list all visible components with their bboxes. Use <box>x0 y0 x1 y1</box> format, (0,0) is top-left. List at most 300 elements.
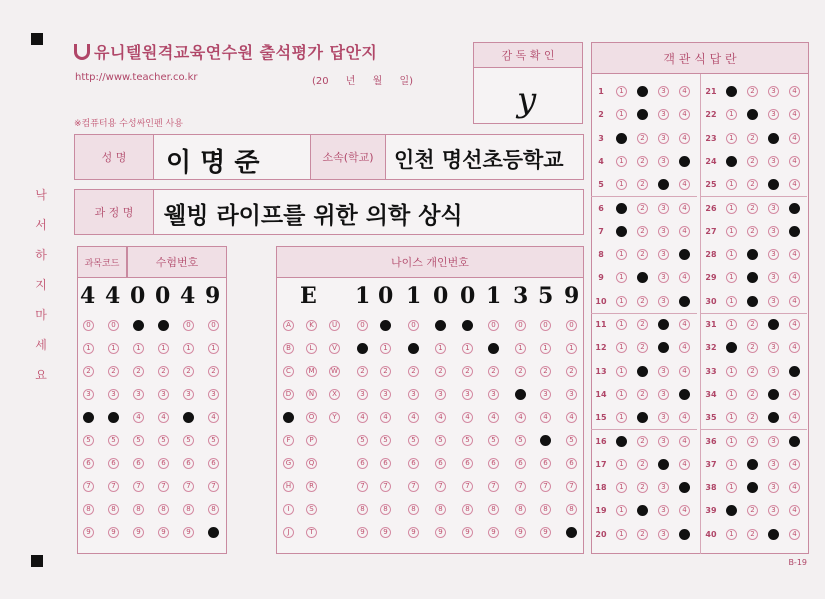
answer-bubble[interactable]: 3 <box>768 226 779 237</box>
answer-bubble[interactable]: 3 <box>658 412 669 423</box>
answer-bubble[interactable]: 2 <box>637 482 648 493</box>
exam-bubble[interactable]: 7 <box>108 481 119 492</box>
answer-bubble[interactable]: 1 <box>616 529 627 540</box>
answer-bubble[interactable]: 4 <box>679 412 690 423</box>
neis-digit-bubble[interactable]: 9 <box>515 527 526 538</box>
answer-bubble[interactable]: 2 <box>747 319 758 330</box>
answer-bubble[interactable]: 1 <box>726 249 737 260</box>
neis-digit-bubble[interactable]: 6 <box>462 458 473 469</box>
answer-bubble[interactable]: 1 <box>616 156 627 167</box>
neis-digit-bubble[interactable]: 2 <box>408 366 419 377</box>
answer-bubble[interactable]: 2 <box>747 436 758 447</box>
neis-letter-bubble[interactable]: B <box>283 343 294 354</box>
answer-bubble[interactable] <box>679 529 690 540</box>
neis-digit-bubble[interactable]: 9 <box>408 527 419 538</box>
answer-bubble[interactable]: 4 <box>789 133 800 144</box>
answer-bubble[interactable]: 2 <box>637 133 648 144</box>
answer-bubble[interactable]: 3 <box>658 226 669 237</box>
neis-digit-bubble[interactable]: 1 <box>540 343 551 354</box>
answer-bubble[interactable]: 1 <box>726 109 737 120</box>
exam-bubble[interactable]: 3 <box>158 389 169 400</box>
neis-digit-bubble[interactable] <box>380 320 391 331</box>
neis-digit-bubble[interactable]: 6 <box>435 458 446 469</box>
answer-bubble[interactable]: 3 <box>768 459 779 470</box>
answer-bubble[interactable]: 1 <box>616 319 627 330</box>
exam-bubble[interactable]: 5 <box>108 435 119 446</box>
answer-bubble[interactable]: 2 <box>747 389 758 400</box>
exam-bubble[interactable]: 0 <box>183 320 194 331</box>
neis-digit-bubble[interactable]: 9 <box>488 527 499 538</box>
exam-bubble[interactable]: 5 <box>83 435 94 446</box>
exam-bubble[interactable]: 9 <box>133 527 144 538</box>
exam-bubble[interactable]: 9 <box>108 527 119 538</box>
answer-bubble[interactable] <box>789 203 800 214</box>
exam-bubble[interactable]: 5 <box>208 435 219 446</box>
exam-bubble[interactable]: 6 <box>83 458 94 469</box>
answer-bubble[interactable]: 3 <box>658 505 669 516</box>
answer-bubble[interactable]: 1 <box>616 296 627 307</box>
neis-digit-bubble[interactable]: 9 <box>435 527 446 538</box>
answer-bubble[interactable]: 1 <box>726 436 737 447</box>
neis-digit-bubble[interactable]: 7 <box>408 481 419 492</box>
answer-bubble[interactable]: 3 <box>768 86 779 97</box>
answer-bubble[interactable]: 2 <box>747 366 758 377</box>
neis-digit-bubble[interactable]: 5 <box>380 435 391 446</box>
answer-bubble[interactable]: 2 <box>637 436 648 447</box>
answer-bubble[interactable]: 4 <box>789 389 800 400</box>
answer-bubble[interactable]: 3 <box>768 482 779 493</box>
answer-bubble[interactable]: 4 <box>679 226 690 237</box>
neis-digit-bubble[interactable]: 5 <box>357 435 368 446</box>
answer-bubble[interactable] <box>789 226 800 237</box>
neis-digit-bubble[interactable]: 9 <box>462 527 473 538</box>
exam-bubble[interactable]: 8 <box>133 504 144 515</box>
answer-bubble[interactable] <box>616 436 627 447</box>
neis-digit-bubble[interactable]: 4 <box>435 412 446 423</box>
neis-digit-bubble[interactable]: 2 <box>566 366 577 377</box>
answer-bubble[interactable]: 4 <box>679 133 690 144</box>
answer-bubble[interactable]: 2 <box>637 226 648 237</box>
neis-digit-bubble[interactable]: 7 <box>566 481 577 492</box>
answer-bubble[interactable]: 1 <box>726 133 737 144</box>
answer-bubble[interactable]: 4 <box>789 296 800 307</box>
neis-digit-bubble[interactable]: 9 <box>540 527 551 538</box>
answer-bubble[interactable] <box>768 389 779 400</box>
exam-bubble[interactable]: 6 <box>158 458 169 469</box>
answer-bubble[interactable] <box>747 296 758 307</box>
exam-bubble[interactable] <box>208 527 219 538</box>
neis-digit-bubble[interactable]: 7 <box>380 481 391 492</box>
answer-bubble[interactable]: 1 <box>726 529 737 540</box>
answer-bubble[interactable]: 1 <box>726 482 737 493</box>
answer-bubble[interactable]: 4 <box>789 156 800 167</box>
answer-bubble[interactable]: 1 <box>616 505 627 516</box>
neis-digit-bubble[interactable]: 0 <box>540 320 551 331</box>
answer-bubble[interactable]: 4 <box>679 505 690 516</box>
exam-bubble[interactable]: 5 <box>183 435 194 446</box>
answer-bubble[interactable]: 3 <box>768 436 779 447</box>
neis-digit-bubble[interactable]: 3 <box>566 389 577 400</box>
answer-bubble[interactable]: 1 <box>616 109 627 120</box>
answer-bubble[interactable]: 4 <box>679 179 690 190</box>
answer-bubble[interactable]: 2 <box>637 296 648 307</box>
neis-digit-bubble[interactable] <box>435 320 446 331</box>
neis-digit-bubble[interactable]: 3 <box>380 389 391 400</box>
answer-bubble[interactable]: 3 <box>658 529 669 540</box>
answer-bubble[interactable]: 2 <box>637 459 648 470</box>
exam-bubble[interactable]: 1 <box>208 343 219 354</box>
neis-digit-bubble[interactable]: 7 <box>357 481 368 492</box>
neis-digit-bubble[interactable] <box>357 343 368 354</box>
answer-bubble[interactable]: 2 <box>747 133 758 144</box>
answer-bubble[interactable]: 4 <box>679 459 690 470</box>
exam-bubble[interactable]: 1 <box>183 343 194 354</box>
exam-bubble[interactable]: 8 <box>108 504 119 515</box>
neis-letter-bubble[interactable]: I <box>283 504 294 515</box>
neis-digit-bubble[interactable] <box>540 435 551 446</box>
neis-letter-bubble[interactable]: N <box>306 389 317 400</box>
neis-digit-bubble[interactable]: 0 <box>408 320 419 331</box>
answer-bubble[interactable]: 3 <box>768 505 779 516</box>
exam-bubble[interactable]: 2 <box>158 366 169 377</box>
neis-letter-bubble[interactable]: D <box>283 389 294 400</box>
exam-bubble[interactable]: 6 <box>183 458 194 469</box>
exam-bubble[interactable] <box>183 412 194 423</box>
answer-bubble[interactable]: 1 <box>726 412 737 423</box>
neis-digit-bubble[interactable]: 1 <box>515 343 526 354</box>
neis-digit-bubble[interactable]: 4 <box>462 412 473 423</box>
answer-bubble[interactable]: 4 <box>679 203 690 214</box>
answer-bubble[interactable]: 1 <box>726 319 737 330</box>
exam-bubble[interactable]: 1 <box>158 343 169 354</box>
answer-bubble[interactable]: 3 <box>658 389 669 400</box>
answer-bubble[interactable]: 1 <box>726 179 737 190</box>
exam-bubble[interactable]: 7 <box>83 481 94 492</box>
exam-bubble[interactable]: 2 <box>208 366 219 377</box>
neis-digit-bubble[interactable]: 7 <box>488 481 499 492</box>
answer-bubble[interactable]: 3 <box>658 86 669 97</box>
answer-bubble[interactable]: 3 <box>768 366 779 377</box>
neis-digit-bubble[interactable]: 2 <box>357 366 368 377</box>
neis-letter-bubble[interactable]: Y <box>329 412 340 423</box>
neis-digit-bubble[interactable]: 3 <box>540 389 551 400</box>
answer-bubble[interactable]: 2 <box>747 179 758 190</box>
exam-bubble[interactable]: 9 <box>183 527 194 538</box>
answer-bubble[interactable] <box>637 86 648 97</box>
answer-bubble[interactable]: 3 <box>768 296 779 307</box>
answer-bubble[interactable]: 2 <box>747 86 758 97</box>
neis-letter-bubble[interactable]: M <box>306 366 317 377</box>
answer-bubble[interactable]: 2 <box>637 389 648 400</box>
answer-bubble[interactable]: 4 <box>789 109 800 120</box>
exam-bubble[interactable]: 8 <box>208 504 219 515</box>
exam-bubble[interactable]: 9 <box>158 527 169 538</box>
neis-digit-bubble[interactable]: 8 <box>462 504 473 515</box>
answer-bubble[interactable]: 3 <box>658 482 669 493</box>
answer-bubble[interactable]: 3 <box>768 272 779 283</box>
answer-bubble[interactable] <box>768 529 779 540</box>
neis-digit-bubble[interactable]: 4 <box>566 412 577 423</box>
answer-bubble[interactable]: 1 <box>616 249 627 260</box>
neis-digit-bubble[interactable]: 3 <box>488 389 499 400</box>
exam-bubble[interactable]: 1 <box>83 343 94 354</box>
neis-digit-bubble[interactable]: 3 <box>462 389 473 400</box>
answer-bubble[interactable] <box>679 389 690 400</box>
neis-letter-bubble[interactable]: J <box>283 527 294 538</box>
answer-bubble[interactable]: 3 <box>658 436 669 447</box>
neis-digit-bubble[interactable]: 3 <box>408 389 419 400</box>
neis-digit-bubble[interactable]: 8 <box>357 504 368 515</box>
exam-bubble[interactable] <box>158 320 169 331</box>
neis-digit-bubble[interactable]: 1 <box>380 343 391 354</box>
neis-digit-bubble[interactable]: 7 <box>540 481 551 492</box>
exam-bubble[interactable]: 3 <box>183 389 194 400</box>
answer-bubble[interactable]: 3 <box>658 133 669 144</box>
exam-bubble[interactable]: 3 <box>133 389 144 400</box>
neis-digit-bubble[interactable] <box>462 320 473 331</box>
exam-bubble[interactable]: 4 <box>133 412 144 423</box>
answer-bubble[interactable]: 4 <box>679 272 690 283</box>
answer-bubble[interactable]: 1 <box>726 226 737 237</box>
neis-letter-bubble[interactable]: X <box>329 389 340 400</box>
answer-bubble[interactable]: 3 <box>658 203 669 214</box>
neis-digit-bubble[interactable]: 0 <box>488 320 499 331</box>
answer-bubble[interactable] <box>616 226 627 237</box>
exam-bubble[interactable] <box>108 412 119 423</box>
neis-digit-bubble[interactable]: 1 <box>462 343 473 354</box>
neis-letter-bubble[interactable]: H <box>283 481 294 492</box>
exam-bubble[interactable]: 4 <box>208 412 219 423</box>
answer-bubble[interactable]: 1 <box>616 459 627 470</box>
answer-bubble[interactable]: 4 <box>789 319 800 330</box>
neis-letter-bubble[interactable]: C <box>283 366 294 377</box>
neis-letter-bubble[interactable]: U <box>329 320 340 331</box>
neis-letter-bubble[interactable]: K <box>306 320 317 331</box>
neis-digit-bubble[interactable] <box>515 389 526 400</box>
neis-letter-bubble[interactable]: T <box>306 527 317 538</box>
exam-bubble[interactable]: 0 <box>108 320 119 331</box>
answer-bubble[interactable]: 1 <box>616 389 627 400</box>
answer-bubble[interactable]: 2 <box>747 505 758 516</box>
answer-bubble[interactable]: 3 <box>658 249 669 260</box>
exam-bubble[interactable]: 3 <box>83 389 94 400</box>
answer-bubble[interactable]: 4 <box>789 459 800 470</box>
answer-bubble[interactable]: 3 <box>658 156 669 167</box>
neis-digit-bubble[interactable]: 2 <box>462 366 473 377</box>
answer-bubble[interactable]: 1 <box>726 459 737 470</box>
answer-bubble[interactable] <box>747 459 758 470</box>
neis-letter-bubble[interactable]: S <box>306 504 317 515</box>
neis-digit-bubble[interactable]: 1 <box>566 343 577 354</box>
exam-bubble[interactable]: 2 <box>183 366 194 377</box>
neis-digit-bubble[interactable] <box>408 343 419 354</box>
answer-bubble[interactable]: 3 <box>768 156 779 167</box>
exam-bubble[interactable]: 0 <box>83 320 94 331</box>
answer-bubble[interactable]: 4 <box>789 412 800 423</box>
neis-letter-bubble[interactable]: A <box>283 320 294 331</box>
neis-digit-bubble[interactable]: 6 <box>408 458 419 469</box>
answer-bubble[interactable]: 4 <box>679 366 690 377</box>
neis-digit-bubble[interactable]: 6 <box>515 458 526 469</box>
neis-digit-bubble[interactable] <box>488 343 499 354</box>
neis-digit-bubble[interactable]: 5 <box>488 435 499 446</box>
answer-bubble[interactable]: 2 <box>747 342 758 353</box>
answer-bubble[interactable]: 4 <box>789 342 800 353</box>
answer-bubble[interactable] <box>616 133 627 144</box>
exam-bubble[interactable]: 0 <box>208 320 219 331</box>
neis-letter-bubble[interactable]: O <box>306 412 317 423</box>
answer-bubble[interactable]: 4 <box>679 319 690 330</box>
answer-bubble[interactable]: 4 <box>679 342 690 353</box>
exam-bubble[interactable]: 2 <box>83 366 94 377</box>
neis-digit-bubble[interactable]: 5 <box>462 435 473 446</box>
answer-bubble[interactable]: 1 <box>616 86 627 97</box>
neis-digit-bubble[interactable] <box>566 527 577 538</box>
exam-bubble[interactable]: 9 <box>83 527 94 538</box>
answer-bubble[interactable]: 2 <box>637 156 648 167</box>
neis-digit-bubble[interactable]: 8 <box>515 504 526 515</box>
answer-bubble[interactable]: 3 <box>658 366 669 377</box>
answer-bubble[interactable]: 4 <box>789 179 800 190</box>
answer-bubble[interactable]: 3 <box>658 109 669 120</box>
answer-bubble[interactable]: 4 <box>679 86 690 97</box>
answer-bubble[interactable] <box>789 436 800 447</box>
neis-digit-bubble[interactable]: 0 <box>515 320 526 331</box>
neis-digit-bubble[interactable]: 9 <box>380 527 391 538</box>
neis-digit-bubble[interactable]: 7 <box>435 481 446 492</box>
answer-bubble[interactable]: 1 <box>616 482 627 493</box>
answer-bubble[interactable] <box>768 319 779 330</box>
exam-bubble[interactable]: 1 <box>133 343 144 354</box>
neis-digit-bubble[interactable]: 8 <box>408 504 419 515</box>
answer-bubble[interactable]: 3 <box>768 249 779 260</box>
answer-bubble[interactable]: 2 <box>637 529 648 540</box>
exam-bubble[interactable]: 3 <box>108 389 119 400</box>
exam-bubble[interactable]: 6 <box>208 458 219 469</box>
answer-bubble[interactable]: 4 <box>789 482 800 493</box>
neis-letter-bubble[interactable]: L <box>306 343 317 354</box>
neis-digit-bubble[interactable]: 4 <box>408 412 419 423</box>
answer-bubble[interactable]: 1 <box>616 342 627 353</box>
answer-bubble[interactable] <box>789 366 800 377</box>
answer-bubble[interactable]: 1 <box>726 389 737 400</box>
answer-bubble[interactable] <box>637 366 648 377</box>
answer-bubble[interactable]: 1 <box>726 366 737 377</box>
neis-digit-bubble[interactable]: 4 <box>515 412 526 423</box>
answer-bubble[interactable]: 2 <box>637 249 648 260</box>
answer-bubble[interactable]: 1 <box>616 272 627 283</box>
neis-digit-bubble[interactable]: 7 <box>462 481 473 492</box>
neis-digit-bubble[interactable]: 4 <box>488 412 499 423</box>
answer-bubble[interactable] <box>679 296 690 307</box>
neis-digit-bubble[interactable]: 4 <box>357 412 368 423</box>
exam-bubble[interactable]: 7 <box>183 481 194 492</box>
answer-bubble[interactable]: 4 <box>789 272 800 283</box>
answer-bubble[interactable]: 1 <box>726 203 737 214</box>
exam-bubble[interactable]: 6 <box>108 458 119 469</box>
exam-bubble[interactable]: 2 <box>108 366 119 377</box>
answer-bubble[interactable]: 4 <box>789 86 800 97</box>
exam-bubble[interactable] <box>133 320 144 331</box>
answer-bubble[interactable]: 1 <box>616 366 627 377</box>
exam-bubble[interactable]: 2 <box>133 366 144 377</box>
neis-letter-bubble[interactable]: G <box>283 458 294 469</box>
answer-bubble[interactable]: 2 <box>637 179 648 190</box>
exam-bubble[interactable]: 8 <box>183 504 194 515</box>
neis-digit-bubble[interactable]: 6 <box>566 458 577 469</box>
neis-digit-bubble[interactable]: 8 <box>566 504 577 515</box>
neis-digit-bubble[interactable]: 6 <box>380 458 391 469</box>
exam-bubble[interactable]: 3 <box>208 389 219 400</box>
neis-digit-bubble[interactable]: 8 <box>435 504 446 515</box>
neis-letter-bubble[interactable]: P <box>306 435 317 446</box>
answer-bubble[interactable]: 4 <box>789 249 800 260</box>
answer-bubble[interactable] <box>679 156 690 167</box>
exam-bubble[interactable]: 5 <box>133 435 144 446</box>
neis-digit-bubble[interactable]: 4 <box>380 412 391 423</box>
neis-digit-bubble[interactable]: 6 <box>357 458 368 469</box>
neis-digit-bubble[interactable]: 2 <box>380 366 391 377</box>
answer-bubble[interactable]: 4 <box>789 529 800 540</box>
neis-digit-bubble[interactable]: 8 <box>488 504 499 515</box>
exam-bubble[interactable]: 8 <box>158 504 169 515</box>
answer-bubble[interactable]: 4 <box>789 505 800 516</box>
answer-bubble[interactable]: 3 <box>658 272 669 283</box>
exam-bubble[interactable] <box>83 412 94 423</box>
neis-digit-bubble[interactable]: 5 <box>408 435 419 446</box>
answer-bubble[interactable]: 4 <box>679 436 690 447</box>
neis-digit-bubble[interactable]: 2 <box>435 366 446 377</box>
neis-letter-bubble[interactable]: R <box>306 481 317 492</box>
neis-digit-bubble[interactable]: 6 <box>540 458 551 469</box>
neis-digit-bubble[interactable]: 3 <box>435 389 446 400</box>
answer-bubble[interactable]: 3 <box>768 109 779 120</box>
neis-digit-bubble[interactable]: 3 <box>357 389 368 400</box>
neis-digit-bubble[interactable]: 5 <box>435 435 446 446</box>
answer-bubble[interactable]: 2 <box>747 156 758 167</box>
neis-digit-bubble[interactable]: 0 <box>566 320 577 331</box>
neis-letter-bubble[interactable]: V <box>329 343 340 354</box>
neis-digit-bubble[interactable]: 2 <box>488 366 499 377</box>
neis-digit-bubble[interactable]: 7 <box>515 481 526 492</box>
exam-bubble[interactable]: 6 <box>133 458 144 469</box>
exam-bubble[interactable]: 8 <box>83 504 94 515</box>
neis-digit-bubble[interactable]: 6 <box>488 458 499 469</box>
answer-bubble[interactable]: 2 <box>637 342 648 353</box>
neis-letter-bubble[interactable]: F <box>283 435 294 446</box>
answer-bubble[interactable] <box>616 203 627 214</box>
answer-bubble[interactable]: 3 <box>768 342 779 353</box>
neis-digit-bubble[interactable]: 8 <box>540 504 551 515</box>
neis-letter-bubble[interactable]: W <box>329 366 340 377</box>
answer-bubble[interactable]: 3 <box>658 296 669 307</box>
answer-bubble[interactable]: 2 <box>747 412 758 423</box>
answer-bubble[interactable]: 2 <box>747 203 758 214</box>
exam-bubble[interactable]: 7 <box>158 481 169 492</box>
exam-bubble[interactable]: 7 <box>133 481 144 492</box>
answer-bubble[interactable]: 2 <box>747 529 758 540</box>
exam-bubble[interactable]: 1 <box>108 343 119 354</box>
answer-bubble[interactable]: 1 <box>616 179 627 190</box>
answer-bubble[interactable] <box>768 133 779 144</box>
exam-bubble[interactable]: 7 <box>208 481 219 492</box>
exam-bubble[interactable]: 5 <box>158 435 169 446</box>
neis-digit-bubble[interactable]: 2 <box>515 366 526 377</box>
neis-digit-bubble[interactable]: 2 <box>540 366 551 377</box>
answer-bubble[interactable]: 4 <box>679 109 690 120</box>
answer-bubble[interactable]: 2 <box>637 319 648 330</box>
neis-digit-bubble[interactable]: 8 <box>380 504 391 515</box>
